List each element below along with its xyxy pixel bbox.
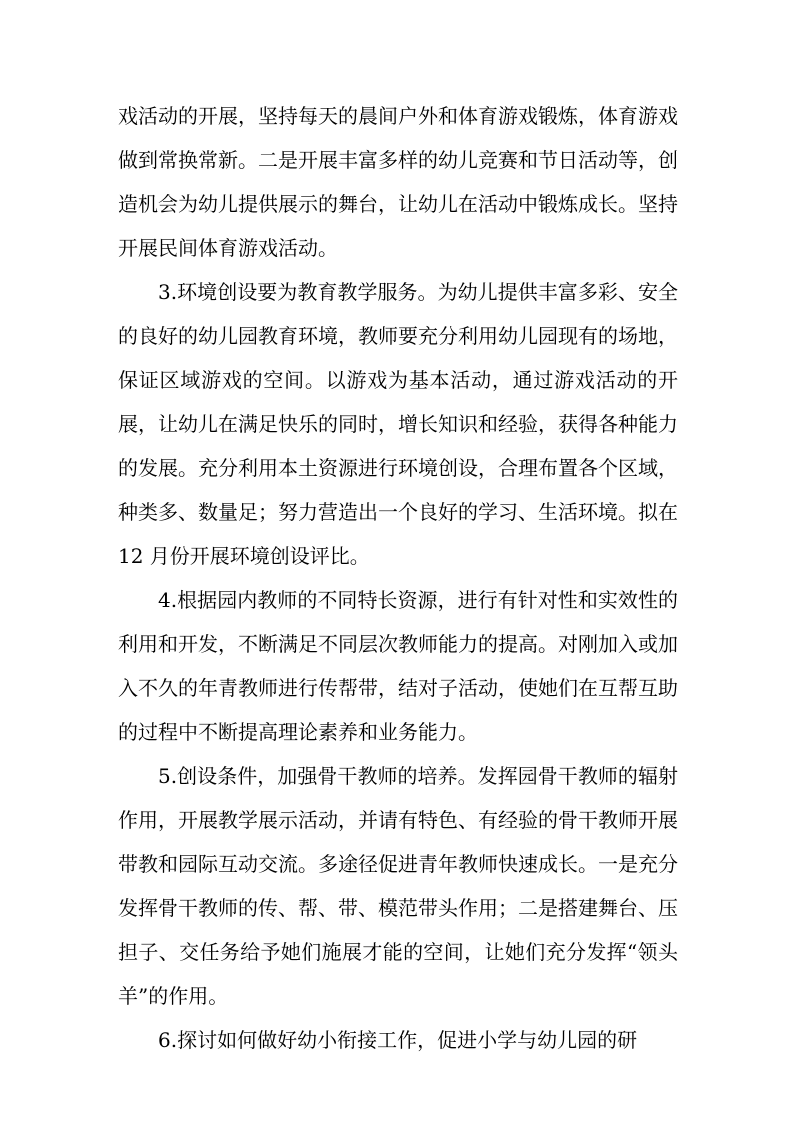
document-body <box>118 94 678 1062</box>
paragraph-item-6: 6.探讨如何做好幼小衔接工作，促进小学与幼儿园的研 <box>158 1028 638 1052</box>
paragraph-item-5: 5.创设条件，加强骨干教师的培养。发挥园骨干教师的辐射作用，开展教学展示活动，并请有特色、有经验的骨干教师开展带教和园际互动交流。多途径促进青年教师快速成长。一是充分发挥骨干教师的传、帮、带、模范带头作用；二是搭建舞台、压担子、交任务给予她们施展才能的空间，让她们充分发挥“领头羊”的作用。 <box>118 764 678 1008</box>
paragraph-item-4: 4.根据园内教师的不同特长资源，进行有针对性和实效性的利用和开发，不断满足不同层次教师能力的提高。对刚加入或加入不久的年青教师进行传帮带，结对子活动，使她们在互帮互助的过程中不断提高理论素养和业务能力。 <box>118 588 678 744</box>
paragraph-item-3: 3.环境创设要为教育教学服务。为幼儿提供丰富多彩、安全的良好的幼儿园教育环境，教师要充分利用幼儿园现有的场地，保证区域游戏的空间。以游戏为基本活动，通过游戏活动的开展，让幼儿在满足快乐的同时，增长知识和经验，获得各种能力的发展。充分利用本土资源进行环境创设，合理布置各个区域，种类多、数量足；努力营造出一个良好的学习、生活环境。拟在 12 月份开展环境创设评比。 <box>118 280 678 568</box>
paragraph-continuation: 戏活动的开展，坚持每天的晨间户外和体育游戏锻炼，体育游戏做到常换常新。二是开展丰富多样的幼儿竞赛和节日活动等，创造机会为幼儿提供展示的舞台，让幼儿在活动中锻炼成长。坚持开展民间体育游戏活动。 <box>118 104 678 260</box>
